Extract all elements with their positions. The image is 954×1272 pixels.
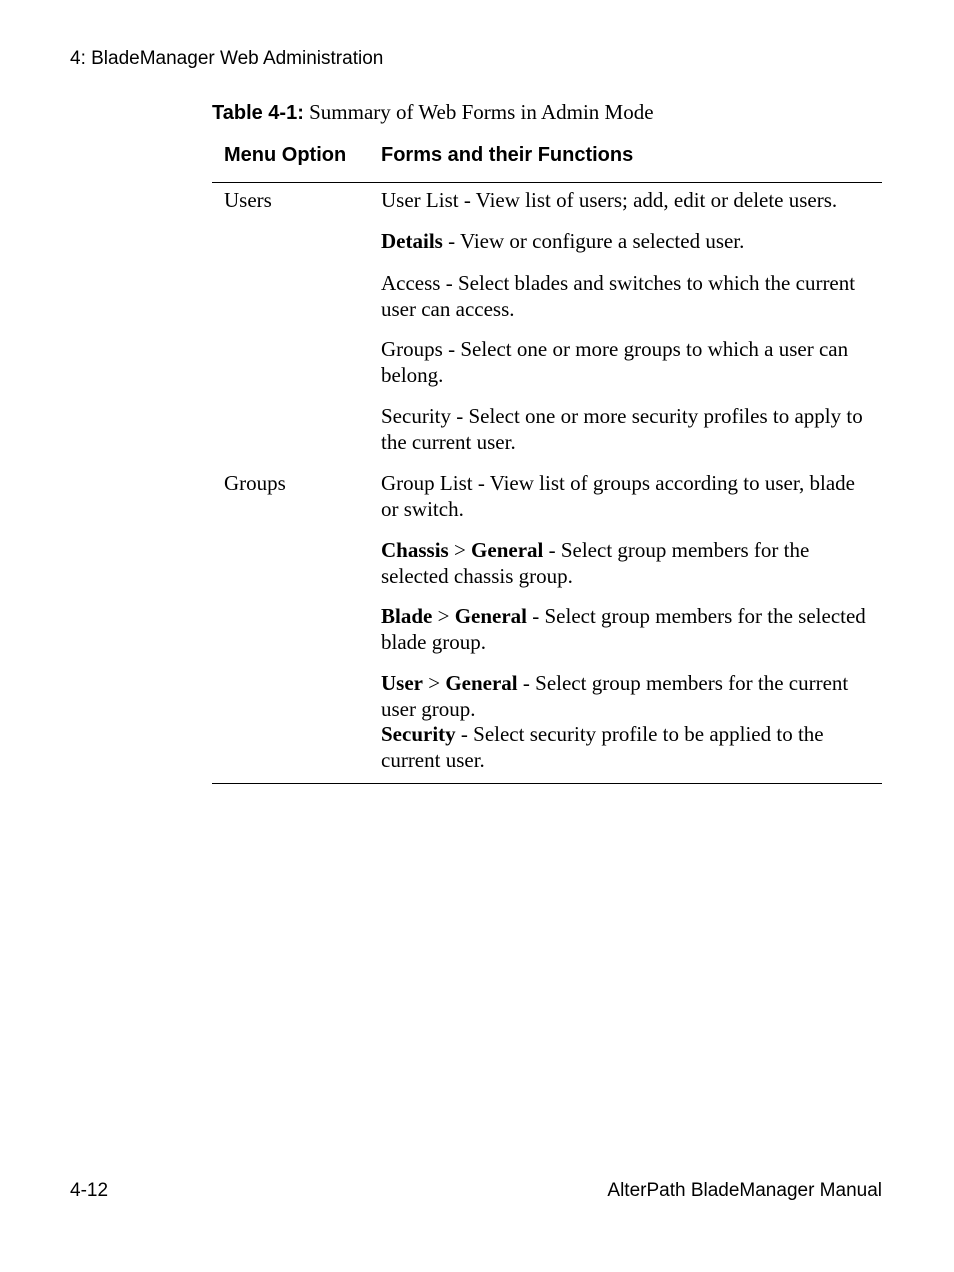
table-row: Security - Select security profile to be applied to the current user. (381, 722, 824, 772)
page-number: 4-12 (70, 1180, 109, 1201)
table-caption-text: Summary of Web Forms in Admin Mode (303, 100, 654, 124)
table-row: Access - Select blades and switches to which the current user can access. (381, 271, 856, 321)
table-row: Details - View or configure a selected user. (381, 229, 745, 253)
table-row: Blade > General - Select group members for the selected blade group. (381, 604, 866, 654)
running-header: 4: BladeManager Web Administration (70, 48, 384, 69)
menu-option-groups: Groups (224, 471, 286, 495)
table-bottom-rule (212, 783, 882, 784)
form-name: General (471, 538, 544, 562)
table-row: User > General - Select group members for the current user group. (381, 671, 849, 721)
table-row: Chassis > General - Select group members for the selected chassis group. (381, 538, 810, 588)
form-name: General (454, 604, 527, 628)
form-name: General (445, 671, 518, 695)
form-name: Blade (381, 604, 433, 628)
column-header-menu-option: Menu Option (224, 144, 347, 166)
table-row: Security - Select one or more security profiles to apply to the current user. (381, 404, 863, 454)
table-caption-label: Table 4-1: (212, 102, 304, 124)
form-name: Security (381, 722, 456, 746)
manual-title: AlterPath BladeManager Manual (607, 1180, 882, 1201)
form-name: User (381, 671, 423, 695)
column-header-forms: Forms and their Functions (381, 144, 634, 166)
table-caption (212, 100, 654, 125)
table-row: User List - View list of users; add, edit or delete users. (381, 188, 838, 212)
form-name: Details (381, 229, 443, 253)
table-row: Group List - View list of groups according to user, blade or switch. (381, 471, 855, 521)
menu-option-users: Users (224, 188, 272, 212)
table-row: Groups - Select one or more groups to which a user can belong. (381, 337, 849, 387)
table-top-rule (212, 182, 882, 183)
form-name: Chassis (381, 538, 449, 562)
